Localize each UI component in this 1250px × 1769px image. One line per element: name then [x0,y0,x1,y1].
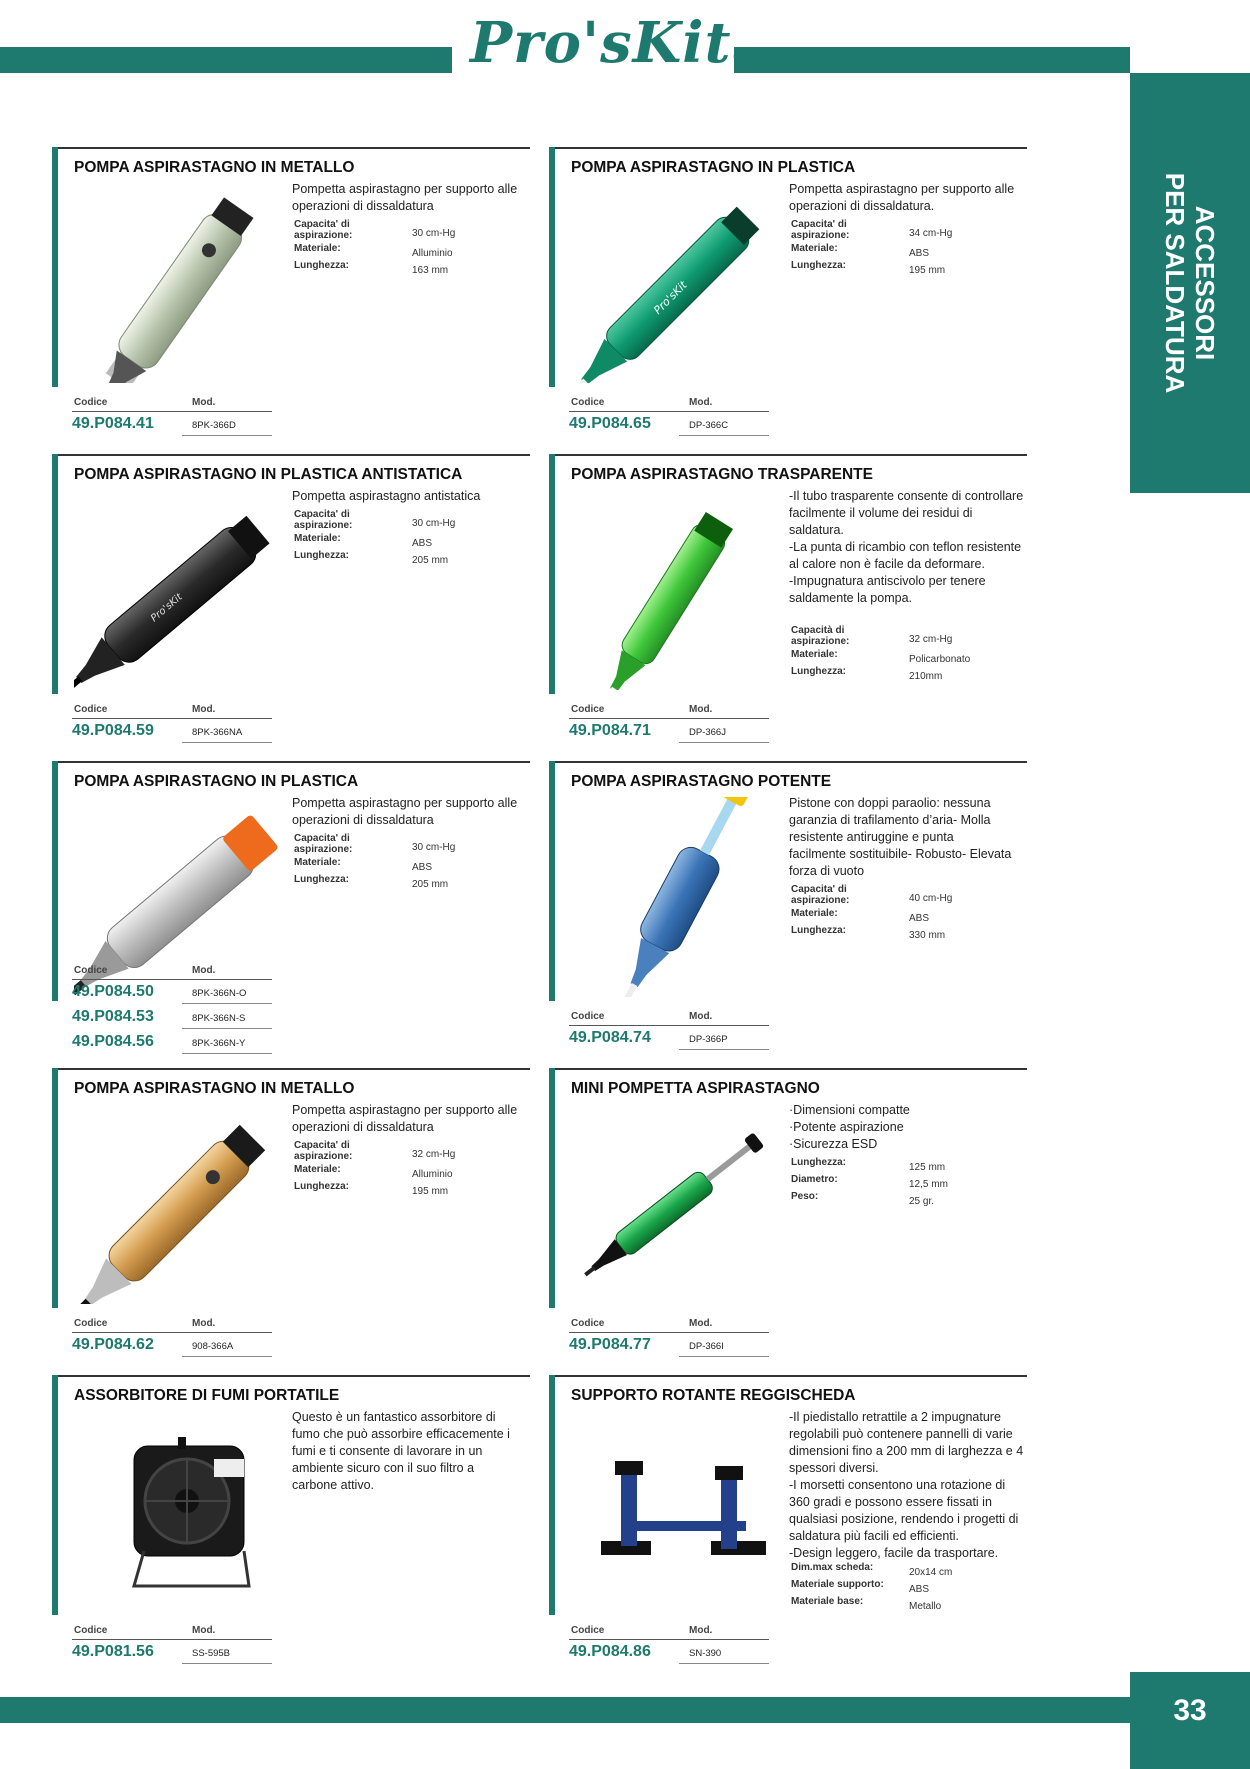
desoldering-pump-metal-image [74,183,299,383]
product-description: Pompetta aspirastagno per supporto alle operazioni di dissaldatura Capacita' di aspirazione: 30 cm-Hg Materiale: Alluminio Lunghezza: 163 mm [292,181,532,277]
code-row: 49.P084.53 8PK-366N-S [72,1005,272,1030]
product-codes [569,702,769,744]
section-tab [1130,73,1250,493]
header-band-left [0,47,452,73]
spec-row: Materiale: Alluminio [294,1164,453,1180]
pcb-holder-image [571,1411,796,1611]
product-title: SUPPORTO ROTANTE REGGISCHEDA [571,1387,856,1404]
code-row: 49.P081.56 SS-595B [72,1640,272,1665]
card-accent-bar [549,761,555,1001]
code-row: 49.P084.65 DP-366C [569,412,769,437]
product-description: Pompetta aspirastagno per supporto alle operazioni di dissaldatura Capacita' di aspirazione: 32 cm-Hg Materiale: Alluminio Lunghezza: 195 mm [292,1102,532,1198]
card-accent-bar [549,147,555,387]
product-description: ·Dimensioni compatte ·Potente aspirazione ·Sicurezza ESD Lunghezza: 125 mm Diametro: 12,5 mm Peso: 25 gr. [789,1102,1029,1208]
svg-text:Pro'sKit: Pro'sKit [651,278,690,317]
spec-row: Materiale base: Metallo [791,1596,942,1612]
card-divider [549,761,1027,763]
code-row: 49.P084.74 DP-366P [569,1026,769,1051]
spec-row: Lunghezza: 205 mm [294,550,449,566]
product-title: POMPA ASPIRASTAGNO IN PLASTICA [74,773,359,790]
card-divider [52,147,530,149]
svg-text:Pro'sKit: Pro'sKit [148,591,185,625]
product-description: Pompetta aspirastagno antistatica Capacita' di aspirazione: 30 cm-Hg Materiale: ABS Lunghezza: 205 mm [292,488,532,567]
code-row: 49.P084.62 908-366A [72,1333,272,1358]
spec-row: Lunghezza: 163 mm [294,260,449,276]
footer-band [0,1697,1130,1723]
product-title: POMPA ASPIRASTAGNO POTENTE [571,773,832,790]
spec-row: Lunghezza: 195 mm [294,1181,449,1197]
codes-header: Codice Mod. [72,1623,272,1640]
card-divider [549,147,1027,149]
codes-header: Codice Mod. [569,1316,769,1333]
mini-desoldering-pump-image [571,1104,796,1304]
spec-row: Lunghezza: 210mm [791,666,943,682]
spec-row: Lunghezza: 125 mm [791,1157,946,1173]
product-codes [72,395,272,437]
spec-row: Capacita' di aspirazione: 30 cm-Hg [294,219,456,241]
product-title: POMPA ASPIRASTAGNO IN PLASTICA ANTISTATICA [74,466,463,483]
card-accent-bar [52,147,58,387]
brand-logo: Pro'sKit® [470,10,749,76]
code-row: 49.P084.59 8PK-366NA [72,719,272,744]
codes-header: Codice Mod. [569,1623,769,1640]
codes-header: Codice Mod. [72,395,272,412]
product-codes [569,395,769,437]
code-row: 49.P084.86 SN-390 [569,1640,769,1665]
spec-row: Materiale: Policarbonato [791,649,971,665]
header-band-right [734,47,1130,73]
spec-row: Peso: 25 gr. [791,1191,935,1207]
code-row: 49.P084.50 8PK-366N-O [72,980,272,1005]
card-divider [52,1375,530,1377]
spec-row: Materiale supporto: ABS [791,1579,930,1595]
card-accent-bar [52,1068,58,1308]
desoldering-pump-green-image [571,183,796,383]
codes-header: Codice Mod. [569,702,769,719]
product-description: Pompetta aspirastagno per supporto alle operazioni di dissaldatura. Capacita' di aspirazione: 34 cm-Hg Materiale: ABS Lunghezza: 195 mm [789,181,1029,277]
spec-row: Materiale: ABS [791,243,930,259]
spec-row: Materiale: ABS [294,857,433,873]
codes-header: Codice Mod. [569,395,769,412]
desoldering-pump-powerful-image [571,797,796,997]
product-description: Pompetta aspirastagno per supporto alle operazioni di dissaldatura Capacita' di aspirazione: 30 cm-Hg Materiale: ABS Lunghezza: 205 mm [292,795,532,891]
page-number: 33 [1173,1694,1207,1727]
spec-row: Lunghezza: 195 mm [791,260,946,276]
spec-row: Lunghezza: 330 mm [791,925,946,941]
card-divider [52,454,530,456]
spec-row: Capacita' di aspirazione: 32 cm-Hg [294,1140,456,1162]
product-title: MINI POMPETTA ASPIRASTAGNO [571,1080,820,1097]
product-codes [569,1009,769,1051]
spec-row: Capacita' di aspirazione: 30 cm-Hg [294,833,456,855]
product-title: POMPA ASPIRASTAGNO TRASPARENTE [571,466,873,483]
product-description: Questo è un fantastico assorbitore di fumo che può assorbire efficacemente i fumi e ti consente di lavorare in un ambiente sicuro con il suo filtro a carbone attivo. [292,1410,510,1492]
codes-header: Codice Mod. [72,702,272,719]
spec-row: Capacità di aspirazione: 32 cm-Hg [791,625,953,647]
card-accent-bar [549,1375,555,1615]
spec-row: Diametro: 12,5 mm [791,1174,948,1190]
product-codes [569,1623,769,1665]
codes-header: Codice Mod. [569,1009,769,1026]
product-codes [72,1623,272,1665]
fume-extractor-image [74,1411,299,1611]
product-description: -Il piedistallo retrattile a 2 impugnature regolabili può contenere pannelli di varie dimensioni fino a 200 mm di larghezza e 4 spessori diversi. -I morsetti consentono una rotazione di 360 gradi e possono essere fissati in qualsiasi posizione, rendendo i progetti di saldatura più facili ed efficienti. -Design leggero, facile da trasportare. Dim.max scheda: 20x14 cm Materiale supporto: ABS Materiale base: Metallo [789,1409,1029,1613]
desoldering-pump-gold-image [74,1104,299,1304]
spec-row: Capacita' di aspirazione: 30 cm-Hg [294,509,456,531]
product-codes [72,702,272,744]
product-codes [72,963,272,1055]
desoldering-pump-antistatic-image [74,490,299,690]
card-divider [52,761,530,763]
code-row: 49.P084.56 8PK-366N-Y [72,1030,272,1055]
page-number-box [1130,1672,1250,1769]
product-title: POMPA ASPIRASTAGNO IN METALLO [74,1080,355,1097]
product-description: Pistone con doppi paraolio: nessuna garanzia di trafilamento d’aria- Molla resistente antiruggine e punta facilmente sostituibile- Robusto- Elevata forza di vuoto Capacita' di aspirazione: 40 cm-Hg Materiale: ABS Lunghezza: 330 mm [789,795,1014,942]
code-row: 49.P084.41 8PK-366D [72,412,272,437]
product-description: -Il tubo trasparente consente di controllare facilmente il volume dei residui di saldatura. -La punta di ricambio con teflon resistente al calore non è facile da deformare. -Impugnatura antiscivolo per tenere saldamente la pompa. Capacità di aspirazione: 32 cm-Hg Materiale: Policarbonato Lunghezza: 210mm [789,488,1024,683]
spec-row: Materiale: Alluminio [294,243,453,259]
codes-header: Codice Mod. [72,963,272,980]
spec-row: Dim.max scheda: 20x14 cm [791,1562,953,1578]
code-row: 49.P084.71 DP-366J [569,719,769,744]
codes-header: Codice Mod. [72,1316,272,1333]
product-title: POMPA ASPIRASTAGNO IN PLASTICA [571,159,856,176]
spec-row: Capacita' di aspirazione: 34 cm-Hg [791,219,953,241]
card-accent-bar [52,1375,58,1615]
product-codes [72,1316,272,1358]
card-accent-bar [52,454,58,694]
section-tab-title: ACCESSORI PER SALDATURA [1160,172,1220,394]
spec-row: Capacita' di aspirazione: 40 cm-Hg [791,884,953,906]
spec-row: Materiale: ABS [294,533,433,549]
card-accent-bar [52,761,58,1001]
card-accent-bar [549,1068,555,1308]
card-divider [52,1068,530,1070]
product-codes [569,1316,769,1358]
product-title: POMPA ASPIRASTAGNO IN METALLO [74,159,355,176]
desoldering-pump-transparent-image [571,490,796,690]
card-divider [549,454,1027,456]
spec-row: Materiale: ABS [791,908,930,924]
card-divider [549,1068,1027,1070]
spec-row: Lunghezza: 205 mm [294,874,449,890]
card-divider [549,1375,1027,1377]
code-row: 49.P084.77 DP-366I [569,1333,769,1358]
product-title: ASSORBITORE DI FUMI PORTATILE [74,1387,340,1404]
card-accent-bar [549,454,555,694]
